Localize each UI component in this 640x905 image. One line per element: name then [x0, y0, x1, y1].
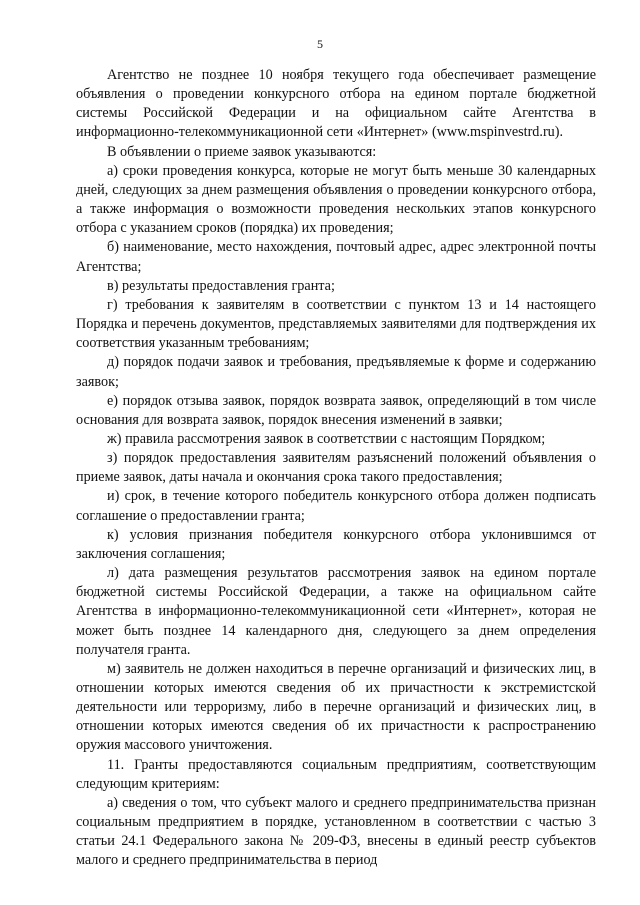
- paragraph-announcement-contents: В объявлении о приеме заявок указываются:: [107, 143, 377, 160]
- page-number: 5: [317, 37, 323, 51]
- section-11-heading: 11. Гранты предоставляются социальным предприятиям, соответствующим следующим критериям:: [76, 756, 596, 792]
- section-11-item-a: а) сведения о том, что субъект малого и среднего предпринимательства признан социальным предприятием в порядке, установленном в соответствии с частью 3 статьи 24.1 Федерального закона № 209-ФЗ, внесены в единый реестр субъектов малого и среднего предпринимательства в период: [76, 794, 596, 869]
- list-item-l: л) дата размещения результатов рассмотрения заявок на едином портале бюджетной системы Российской Федерации, а также на официальном сайте Агентства в информационно-телекоммуникационной сети «Интернет», которая не может быть позднее 14 календарного дня, следующего за днем определения получателя гранта.: [76, 565, 596, 658]
- list-item-a: а) сроки проведения конкурса, которые не могут быть меньше 30 календарных дней, следующих за днем размещения объявления о проведении конкурсного отбора, а также информация о возможности проведения нескольких этапов конкурсного отбора с указанием сроков (порядка) их проведения;: [76, 162, 596, 237]
- list-item-zh: ж) правила рассмотрения заявок в соответствии с настоящим Порядком;: [107, 430, 546, 447]
- list-item-v: в) результаты предоставления гранта;: [107, 277, 335, 294]
- list-item-d: д) порядок подачи заявок и требования, предъявляемые к форме и содержанию заявок;: [76, 354, 596, 390]
- list-item-i: и) срок, в течение которого победитель конкурсного отбора должен подписать соглашение о предоставлении гранта;: [76, 488, 596, 524]
- list-item-e: е) порядок отзыва заявок, порядок возврата заявок, определяющий в том числе основания для возврата заявок, порядок внесения изменений в заявки;: [76, 392, 596, 428]
- list-item-k: к) условия признания победителя конкурсного отбора уклонившимся от заключения соглашения;: [76, 526, 596, 562]
- list-item-b: б) наименование, место нахождения, почтовый адрес, адрес электронной почты Агентства;: [76, 239, 596, 275]
- list-item-g: г) требования к заявителям в соответствии с пунктом 13 и 14 настоящего Порядка и перечень документов, представляемых заявителями для подтверждения их соответствия указанным требованиям;: [76, 296, 596, 352]
- document-body: [76, 66, 596, 871]
- paragraph-announcement-intro: Агентство не позднее 10 ноября текущего года обеспечивает размещение объявления о проведении конкурсного отбора на едином портале бюджетной системы Российской Федерации и на официальном сайте Агентства в информационно-телекоммуникационной сети «Интернет» (www.mspinvestrd.ru).: [76, 67, 596, 141]
- list-item-m: м) заявитель не должен находиться в перечне организаций и физических лиц, в отношении которых имеются сведения об их причастности к экстремистской деятельности или терроризму, либо в перечне организаций и физических лиц, в отношении которых имеются сведения об их причастности к распространению оружия массового уничтожения.: [76, 660, 596, 754]
- list-item-z: з) порядок предоставления заявителям разъяснений положений объявления о приеме заявок, даты начала и окончания срока такого предоставления;: [76, 450, 596, 486]
